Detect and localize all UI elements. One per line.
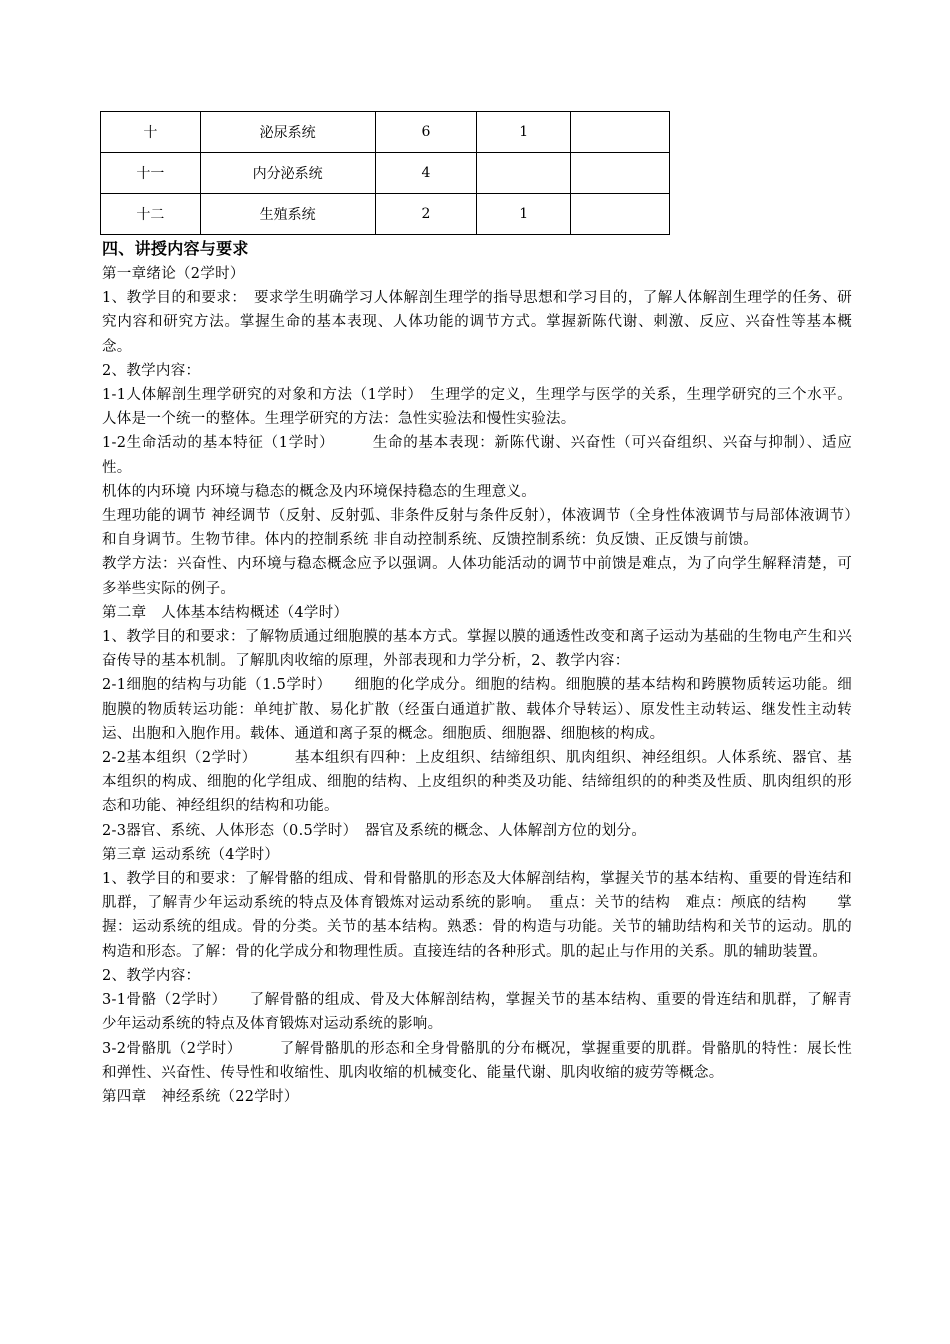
paragraph: 2、教学内容： <box>102 362 201 379</box>
table-cell <box>571 112 670 153</box>
paragraph: 1、教学目的和要求：了解物质通过细胞膜的基本方式。掌握以膜的通透性改变和离子运动为基础的生物电产生和兴奋传导的基本机制。了解肌肉收缩的原理，外部表现和力学分析，2、教学内容： <box>102 629 852 670</box>
table-cell: 十一 <box>101 153 201 194</box>
chapter-title: 第一章绪论（2学时） <box>102 266 245 282</box>
paragraph: 教学方法：兴奋性、内环境与稳态概念应予以强调。人体功能活动的调节中前馈是难点，为了向学生解释清楚，可多举些实际的例子。 <box>102 556 852 597</box>
table-cell: 内分泌系统 <box>200 153 375 194</box>
table-cell: 泌尿系统 <box>200 112 375 153</box>
chapter-title: 第四章 神经系统（22学时） <box>102 1088 299 1105</box>
section-heading: 四、讲授内容与要求 <box>102 239 249 258</box>
paragraph: 1-2生命活动的基本特征（1学时） 生命的基本表现：新陈代谢、兴奋性（可兴奋组织、兴奋与抑制）、适应性。 <box>102 435 852 476</box>
table-row <box>101 194 670 235</box>
chapter-title: 第三章 运动系统（4学时） <box>102 846 280 863</box>
document-body <box>102 236 852 1109</box>
paragraph: 1、教学目的和要求： 要求学生明确学习人体解剖生理学的指导思想和学习目的，了解人体解剖生理学的任务、研究内容和研究方法。掌握生命的基本表现、人体功能的调节方式。掌握新陈代谢、刺激、反应、兴奋性等基本概念。 <box>102 290 852 355</box>
paragraph: 1、教学目的和要求：了解骨骼的组成、骨和骨骼肌的形态及大体解剖结构，掌握关节的基本结构、重要的骨连结和肌群，了解青少年运动系统的特点及体育锻炼对运动系统的影响。 重点：关节的结构 难点：颅底的结构 掌握：运动系统的组成。骨的分类。关节的基本结构。熟悉：骨的构造与功能。关节的辅助结构和关节的运动。肌的构造和形态。了解：骨的化学成分和物理性质。直接连结的各种形式。肌的起止与作用的关系。肌的辅助装置。 <box>102 871 852 960</box>
table-row <box>101 112 670 153</box>
table-cell <box>571 194 670 235</box>
hours-table <box>100 111 670 235</box>
table-cell: 十二 <box>101 194 201 235</box>
table-cell: 6 <box>375 112 477 153</box>
paragraph: 2、教学内容： <box>102 967 201 984</box>
paragraph: 3-1骨骼（2学时） 了解骨骼的组成、骨及大体解剖结构，掌握关节的基本结构、重要的骨连结和肌群，了解青少年运动系统的特点及体育锻炼对运动系统的影响。 <box>102 992 852 1033</box>
paragraph: 2-2基本组织（2学时） 基本组织有四种：上皮组织、结缔组织、肌肉组织、神经组织。人体系统、器官、基本组织的构成、细胞的化学组成、细胞的结构、上皮组织的种类及功能、结缔组织的的种类及性质、肌肉组织的形态和功能、神经组织的结构和功能。 <box>102 750 852 815</box>
table-cell <box>571 153 670 194</box>
paragraph: 生理功能的调节 神经调节（反射、反射弧、非条件反射与条件反射），体液调节（全身性体液调节与局部体液调节）和自身调节。生物节律。体内的控制系统 非自动控制系统、反馈控制系统：负反馈、正反馈与前馈。 <box>102 508 852 549</box>
table-cell: 4 <box>375 153 477 194</box>
table-row <box>101 153 670 194</box>
table-cell: 1 <box>477 194 571 235</box>
table-cell: 2 <box>375 194 477 235</box>
paragraph: 1-1人体解剖生理学研究的对象和方法（1学时） 生理学的定义，生理学与医学的关系，生理学研究的三个水平。人体是一个统一的整体。生理学研究的方法：急性实验法和慢性实验法。 <box>102 387 852 428</box>
table-cell: 十 <box>101 112 201 153</box>
paragraph: 3-2骨骼肌（2学时） 了解骨骼肌的形态和全身骨骼肌的分布概况，掌握重要的肌群。骨骼肌的特性：展长性和弹性、兴奋性、传导性和收缩性、肌肉收缩的机械变化、能量代谢、肌肉收缩的疲劳等概念。 <box>102 1040 852 1081</box>
table-cell: 生殖系统 <box>200 194 375 235</box>
table-cell <box>477 153 571 194</box>
chapter-title: 第二章 人体基本结构概述（4学时） <box>102 604 349 621</box>
paragraph: 2-3器官、系统、人体形态（0.5学时） 器官及系统的概念、人体解剖方位的划分。 <box>102 822 647 839</box>
paragraph: 机体的内环境 内环境与稳态的概念及内环境保持稳态的生理意义。 <box>102 483 537 500</box>
table-cell: 1 <box>477 112 571 153</box>
paragraph: 2-1细胞的结构与功能（1.5学时） 细胞的化学成分。细胞的结构。细胞膜的基本结构和跨膜物质转运功能。细胞膜的物质转运功能：单纯扩散、易化扩散（经蛋白通道扩散、载体介导转运）、原发性主动转运、继发性主动转运、出胞和入胞作用。载体、通道和离子泵的概念。细胞质、细胞器、细胞核的构成。 <box>102 677 852 742</box>
